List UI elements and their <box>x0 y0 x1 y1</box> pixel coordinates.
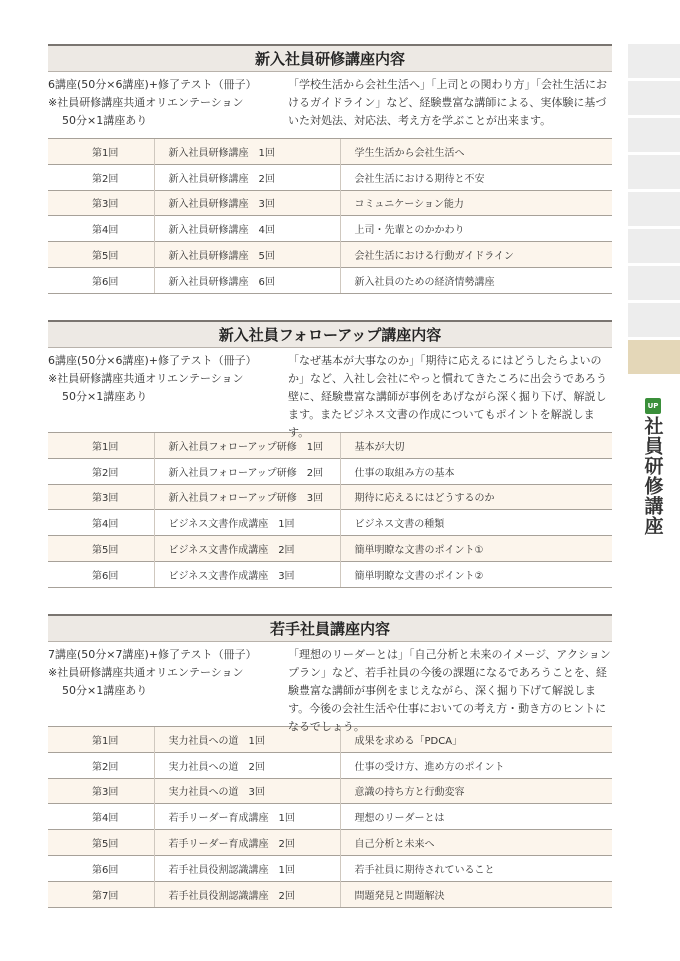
table-row <box>48 752 612 778</box>
section-title: 新入社員フォローアップ講座内容 <box>48 320 612 348</box>
lesson-table <box>48 432 612 588</box>
intro-line: 50分×1講座あり <box>62 684 148 697</box>
lesson-topic: 成果を求める「PDCA」 <box>340 727 612 753</box>
index-tab[interactable] <box>628 192 680 226</box>
lesson-topic: 新入社員のための経済情勢講座 <box>340 267 612 293</box>
section-intro <box>48 348 612 439</box>
lesson-number: 第4回 <box>48 510 154 536</box>
lesson-topic: 簡単明瞭な文書のポイント② <box>340 561 612 587</box>
lesson-course: 新入社員研修講座 1回 <box>154 139 340 165</box>
intro-line: 6講座(50分×6講座)+修了テスト（冊子） <box>48 354 257 367</box>
lesson-course: 新入社員フォローアップ研修 2回 <box>154 458 340 484</box>
lesson-topic: 意識の持ち方と行動変容 <box>340 778 612 804</box>
lesson-number: 第1回 <box>48 139 154 165</box>
lesson-course: 新入社員研修講座 5回 <box>154 242 340 268</box>
lesson-topic: 問題発見と問題解決 <box>340 881 612 907</box>
lesson-table <box>48 726 612 908</box>
intro-description: 「なぜ基本が大事なのか」「期待に応えるにはどうしたらよいのか」など、入社し会社にやっと慣れてきたころに出会うであろう壁に、経験豊富な講師が事例をあげながら深く掘り下げ、解説します。またビジネス文書の作成についてもポイントを解説します。 <box>288 354 607 439</box>
lesson-course: 若手社員役割認識講座 2回 <box>154 881 340 907</box>
index-tab[interactable] <box>628 155 680 189</box>
section-new-employee <box>48 44 612 294</box>
lesson-number: 第5回 <box>48 242 154 268</box>
lesson-course: 実力社員への道 1回 <box>154 727 340 753</box>
lesson-topic: 上司・先輩とのかかわり <box>340 216 612 242</box>
table-row <box>48 804 612 830</box>
lesson-course: 実力社員への道 2回 <box>154 752 340 778</box>
index-tab[interactable] <box>628 303 680 337</box>
index-tab[interactable] <box>628 229 680 263</box>
table-row <box>48 536 612 562</box>
lesson-number: 第1回 <box>48 433 154 459</box>
lesson-number: 第5回 <box>48 830 154 856</box>
lesson-number: 第7回 <box>48 881 154 907</box>
table-row <box>48 267 612 293</box>
side-section-label <box>633 398 673 536</box>
lesson-number: 第5回 <box>48 536 154 562</box>
lesson-course: 実力社員への道 3回 <box>154 778 340 804</box>
lesson-number: 第2回 <box>48 164 154 190</box>
lesson-course: 新入社員フォローアップ研修 3回 <box>154 484 340 510</box>
lesson-course: ビジネス文書作成講座 1回 <box>154 510 340 536</box>
side-index-tabs <box>628 44 680 377</box>
intro-line: 6講座(50分×6講座)+修了テスト（冊子） <box>48 78 257 91</box>
lesson-topic: 期待に応えるにはどうするのか <box>340 484 612 510</box>
section-intro <box>48 72 612 138</box>
section-title: 若手社員講座内容 <box>48 614 612 642</box>
table-row <box>48 855 612 881</box>
lesson-course: 新入社員フォローアップ研修 1回 <box>154 433 340 459</box>
lesson-course: 新入社員研修講座 3回 <box>154 190 340 216</box>
lesson-topic: 簡単明瞭な文書のポイント① <box>340 536 612 562</box>
lesson-course: ビジネス文書作成講座 2回 <box>154 536 340 562</box>
lesson-course: 若手リーダー育成講座 2回 <box>154 830 340 856</box>
index-tab-active[interactable] <box>628 340 680 374</box>
lesson-topic: 自己分析と未来へ <box>340 830 612 856</box>
table-row <box>48 242 612 268</box>
lesson-course: 新入社員研修講座 4回 <box>154 216 340 242</box>
table-row <box>48 778 612 804</box>
lesson-course: 若手リーダー育成講座 1回 <box>154 804 340 830</box>
section-title: 新入社員研修講座内容 <box>48 44 612 72</box>
lesson-topic: 学生生活から会社生活へ <box>340 139 612 165</box>
intro-line: ※社員研修講座共通オリエンテーション <box>48 96 244 109</box>
lesson-topic: 理想のリーダーとは <box>340 804 612 830</box>
lesson-number: 第6回 <box>48 267 154 293</box>
lesson-topic: 会社生活における行動ガイドライン <box>340 242 612 268</box>
table-row <box>48 510 612 536</box>
lesson-topic: 仕事の取組み方の基本 <box>340 458 612 484</box>
intro-description: 「理想のリーダーとは」「自己分析と未来のイメージ、アクションプラン」など、若手社員の今後の課題になるであろうことを、経験豊富な講師が事例をまじえながら、深く掘り下げて解説します。今後の会社生活や仕事においての考え方・動き方のヒントになるでしょう。 <box>288 648 611 733</box>
section-young-employee <box>48 614 612 908</box>
table-row <box>48 561 612 587</box>
index-tab[interactable] <box>628 266 680 300</box>
table-row <box>48 484 612 510</box>
table-row <box>48 458 612 484</box>
lesson-course: 新入社員研修講座 2回 <box>154 164 340 190</box>
lesson-number: 第6回 <box>48 855 154 881</box>
table-row <box>48 830 612 856</box>
table-row <box>48 190 612 216</box>
side-label-text: 社員研修講座 <box>641 416 664 536</box>
intro-description: 「学校生活から会社生活へ」「上司との関わり方」「会社生活におけるガイドライン」など、経験豊富な講師による、実体験に基づいた対処法、対応法、考え方を学ぶことが出来ます。 <box>288 78 607 127</box>
lesson-number: 第2回 <box>48 752 154 778</box>
table-row <box>48 139 612 165</box>
intro-left <box>48 646 278 700</box>
lesson-course: 新入社員研修講座 6回 <box>154 267 340 293</box>
intro-left <box>48 352 278 406</box>
intro-line: ※社員研修講座共通オリエンテーション <box>48 666 244 679</box>
lesson-topic: 若手社員に期待されていること <box>340 855 612 881</box>
table-row <box>48 216 612 242</box>
intro-line: 50分×1講座あり <box>62 114 148 127</box>
lesson-number: 第4回 <box>48 216 154 242</box>
lesson-table <box>48 138 612 294</box>
lesson-topic: 基本が大切 <box>340 433 612 459</box>
intro-line: 50分×1講座あり <box>62 390 148 403</box>
lesson-topic: 会社生活における期待と不安 <box>340 164 612 190</box>
table-row <box>48 164 612 190</box>
section-follow-up <box>48 320 612 588</box>
lesson-number: 第3回 <box>48 484 154 510</box>
lesson-course: 若手社員役割認識講座 1回 <box>154 855 340 881</box>
intro-line: 7講座(50分×7講座)+修了テスト（冊子） <box>48 648 257 661</box>
index-tab[interactable] <box>628 118 680 152</box>
lesson-number: 第6回 <box>48 561 154 587</box>
lesson-number: 第4回 <box>48 804 154 830</box>
lesson-number: 第3回 <box>48 778 154 804</box>
lesson-number: 第1回 <box>48 727 154 753</box>
intro-line: ※社員研修講座共通オリエンテーション <box>48 372 244 385</box>
lesson-topic: コミュニケーション能力 <box>340 190 612 216</box>
lesson-course: ビジネス文書作成講座 3回 <box>154 561 340 587</box>
section-intro <box>48 642 612 733</box>
lesson-topic: ビジネス文書の種類 <box>340 510 612 536</box>
table-row <box>48 881 612 907</box>
index-tab[interactable] <box>628 44 680 78</box>
lesson-number: 第2回 <box>48 458 154 484</box>
lesson-number: 第3回 <box>48 190 154 216</box>
index-tab[interactable] <box>628 81 680 115</box>
intro-left <box>48 76 278 130</box>
lesson-topic: 仕事の受け方、進め方のポイント <box>340 752 612 778</box>
up-badge-icon: UP <box>645 398 661 414</box>
